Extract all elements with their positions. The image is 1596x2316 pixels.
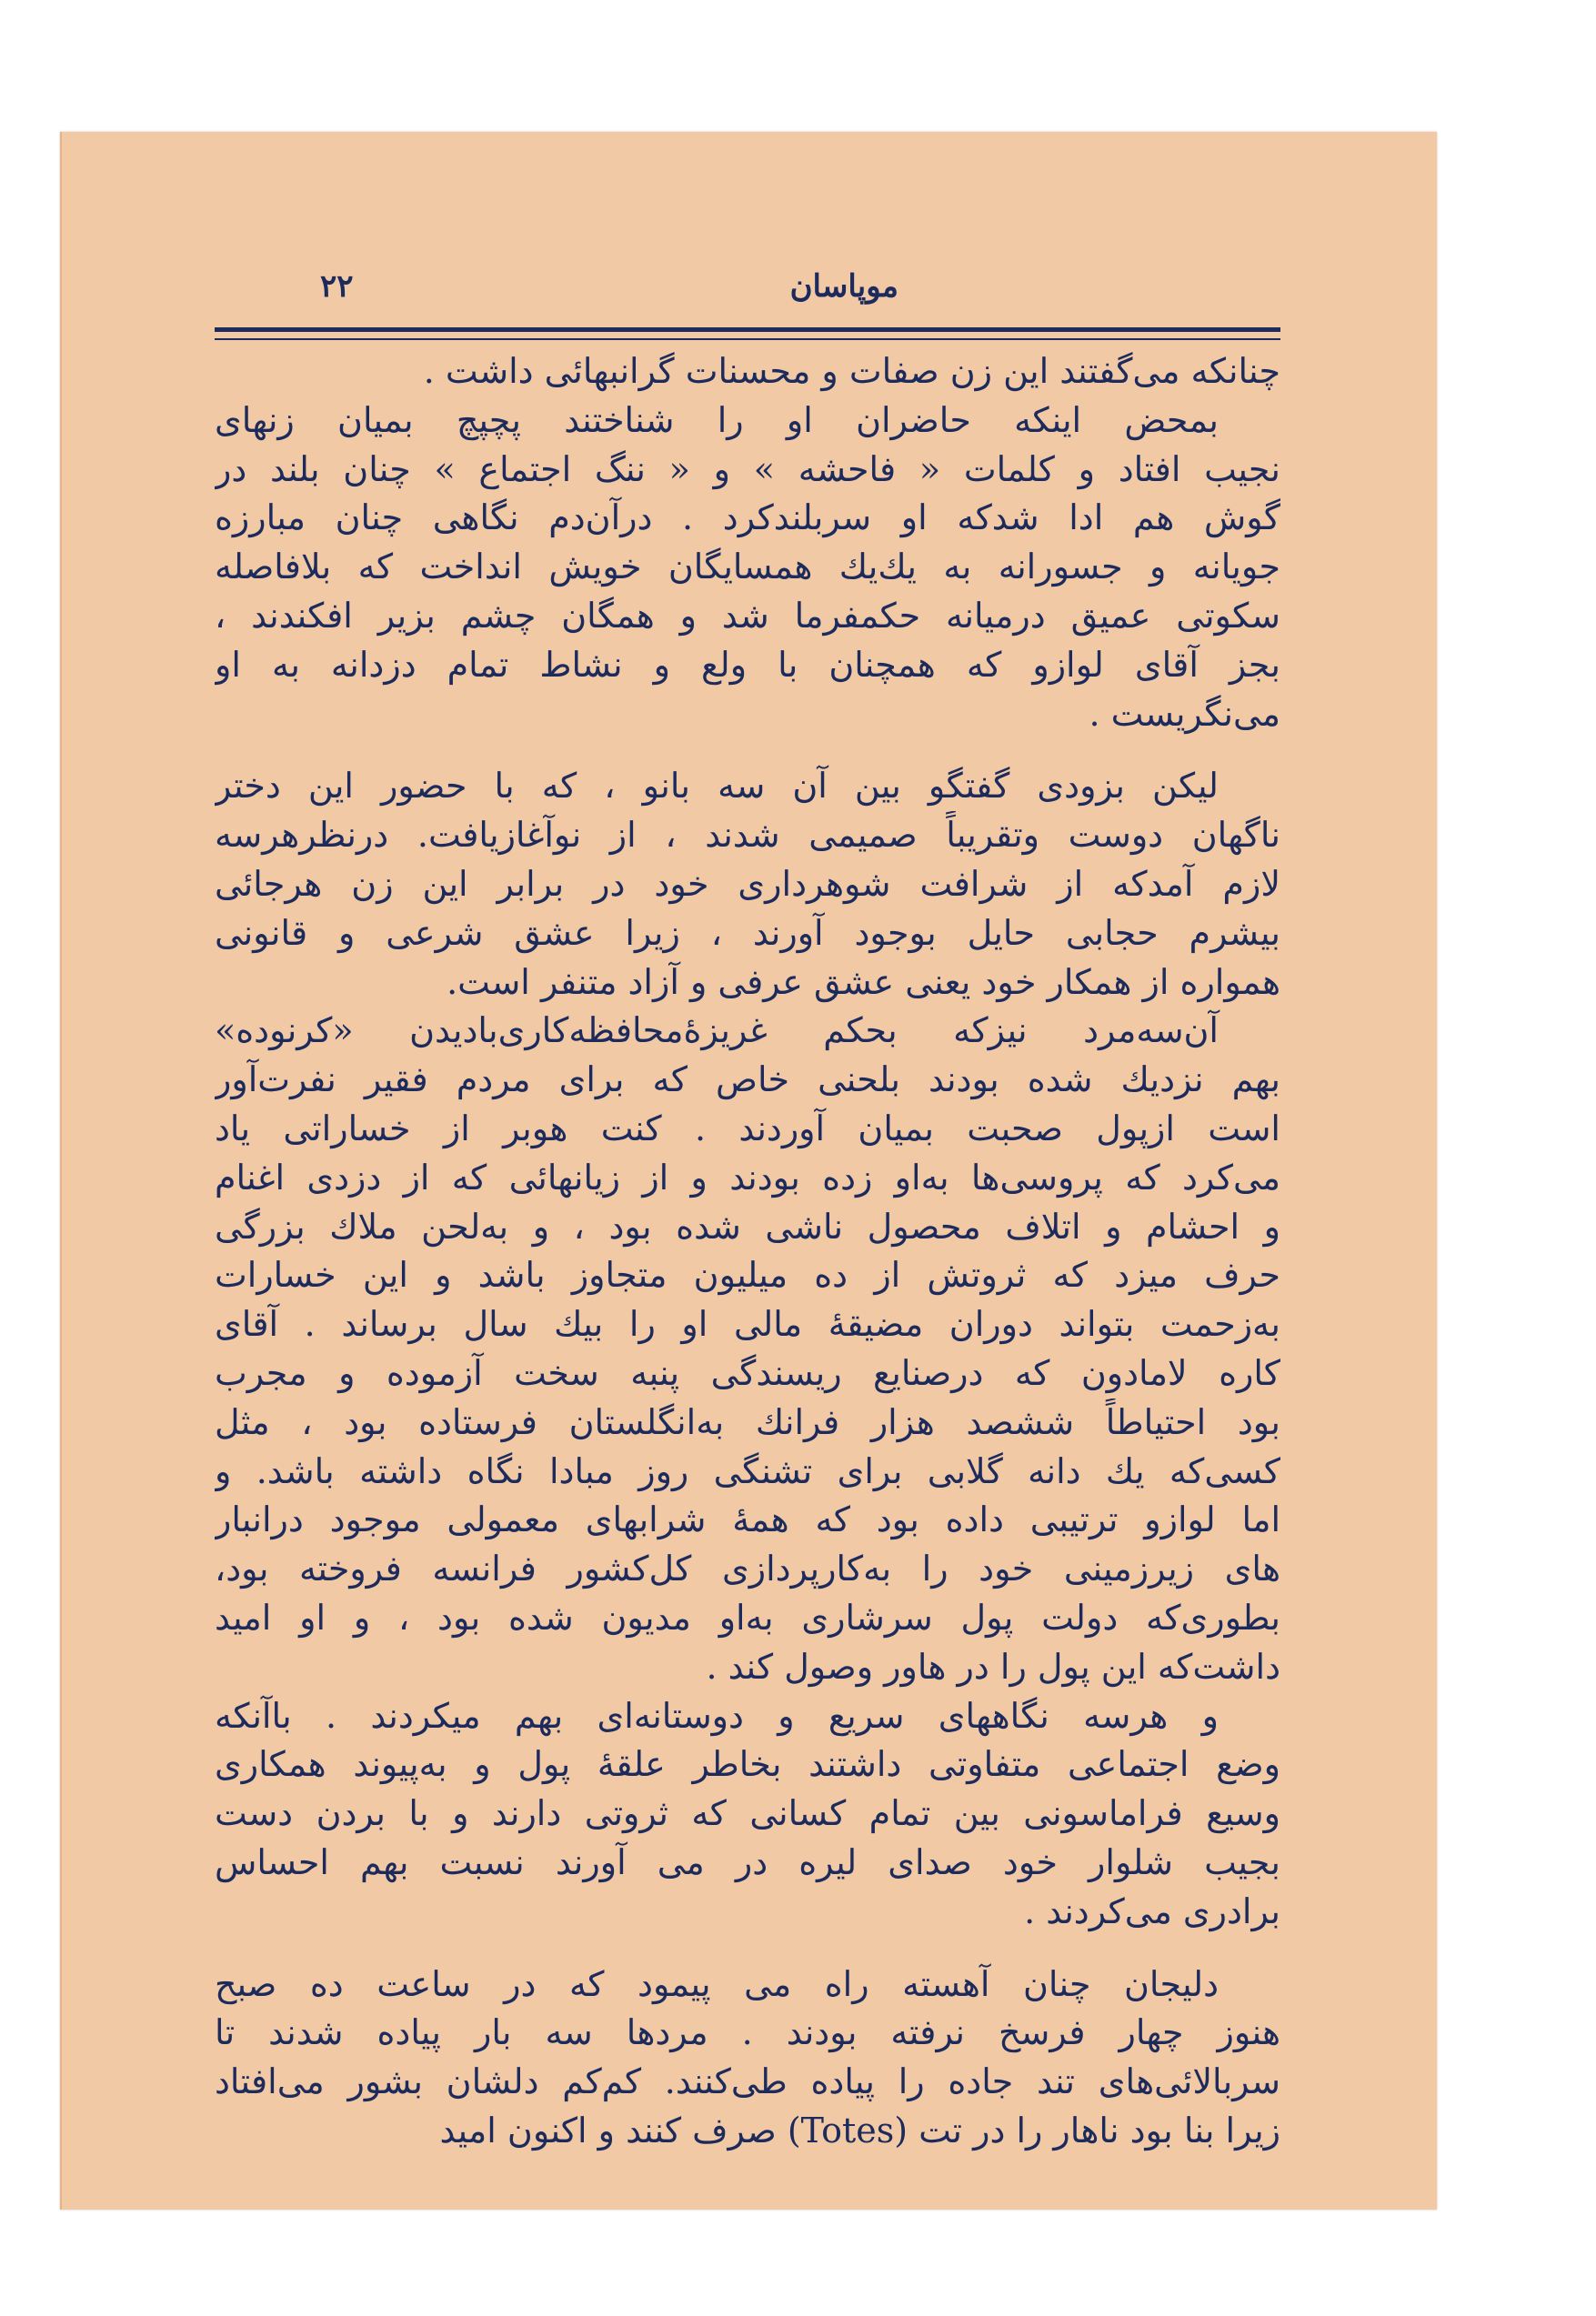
paragraph: [215, 347, 1280, 396]
paragraph-gap: [215, 1937, 1280, 1960]
text-line: بیشرم حجابی حایل بوجود آورند ، زیرا عشق شرعی و قانونی: [215, 912, 1280, 953]
text-line: و هرسه نگاههای سریع و دوستانه‌ای بهم میکردند . باآنکه: [215, 1695, 1219, 1736]
text-line: و احشام و اتلاف محصول ناشی شده بود ، و به‌لحن ملاك بزرگی: [215, 1206, 1280, 1247]
text-line: های زیرزمینی خود را به‌کارپردازی کل‌کشور فرانسه فروخته بود،: [215, 1549, 1280, 1589]
page-header: [215, 268, 1280, 323]
paragraph: [215, 1007, 1280, 1691]
text-line: چنانکه می‌گفتند این زن صفات و محسنات گرانبهائی داشت .: [423, 351, 1280, 391]
text-line: گوش هم ادا شدکه او سربلندکرد . درآن‌دم نگاهی چنان مبارزه: [215, 497, 1280, 538]
text-line: حرف میزد که ثروتش از ده میلیون متجاوز باشد و این خسارات: [215, 1255, 1280, 1296]
text-line: هنوز چهار فرسخ نرفته بودند . مردها سه بار پیاده شدند تا: [215, 2012, 1280, 2053]
text-line: همواره از همکار خود یعنی عشق عرفی و آزاد متنفر است.: [447, 961, 1280, 1002]
text-line: زیرا بنا بود ناهار را در تت (Totes) صرف کنند و اکنون امید: [439, 2110, 1280, 2151]
text-line: می‌کرد که پروسی‌ها به‌او زده بودند و از زیانهائی که از دزدی اغنام: [215, 1157, 1280, 1198]
text-line: به‌زحمت بتواند دوران مضیقهٔ مالی او را بیك سال برساند . آقای: [215, 1304, 1280, 1345]
text-line: بطوری‌که دولت پول سرشاری به‌او مدیون شده بود ، و او امید: [215, 1597, 1280, 1638]
text-line: بجیب شلوار خود صدای لیره در می آورند نسبت بهم احساس: [215, 1841, 1280, 1882]
text-line: وسیع فراماسونی بین تمام کسانی که ثروتی دارند و با بردن دست: [215, 1793, 1280, 1834]
paragraph: [215, 1692, 1280, 1937]
text-line: بهم نزدیك شده بودند بلحنی خاص که برای مردم فقیر نفرت‌آور: [215, 1059, 1280, 1100]
text-line: سکوتی عمیق درمیانه حکمفرما شد و همگان چشم بزیر افکندند ،: [215, 595, 1280, 636]
text-line: داشت‌که این پول را در هاور وصول کند .: [706, 1646, 1280, 1687]
header-rule-thick: [215, 327, 1280, 332]
page-number: ۲۲: [320, 268, 354, 305]
text-line: می‌نگریست .: [1089, 693, 1280, 734]
text-line: لیکن بزودی گفتگو بین آن سه بانو ، که با حضور این دختر: [215, 766, 1219, 807]
text-line: برادری می‌کردند .: [1024, 1890, 1280, 1931]
text-line: سربالائی‌های تند جاده را پیاده طی‌کنند. کم‌کم دلشان بشور می‌افتاد: [215, 2061, 1280, 2102]
text-line: بمحض اینکه حاضران او را شناختند پچپچ بمیان زنهای: [215, 399, 1219, 440]
text-line: کاره لامادون که درصنایع ریسندگی پنبه سخت آزموده و مجرب: [215, 1352, 1280, 1393]
text-line: لازم آمدکه از شرافت شوهرداری خود در برابر این زن هرجائی: [215, 863, 1280, 904]
text-line: است ازپول صحبت بمیان آوردند . کنت هوبر از خساراتی یاد: [215, 1108, 1280, 1148]
paragraph: [215, 1960, 1280, 2156]
text-line: دلیجان چنان آهسته راه می پیمود که در ساعت ده صبح: [215, 1963, 1219, 2004]
text-line: آن‌سه‌مرد نیزکه بحکم غریزهٔ‌محافظه‌کاری‌بادیدن «کرنوده»: [215, 1010, 1219, 1051]
text-line: نجیب افتاد و کلمات « فاحشه » و « ننگ اجتماع » چنان بلند در: [215, 448, 1280, 489]
paragraph: [215, 396, 1280, 739]
body-text: [215, 347, 1280, 2156]
text-line: بجز آقای لوازو که همچنان با ولع و نشاط تمام دزدانه به او: [215, 644, 1280, 685]
text-line: اما لوازو ترتیبی داده بود که همهٔ شرابهای معمولی موجود درانبار: [215, 1499, 1280, 1540]
text-line: وضع اجتماعی متفاوتی داشتند بخاطر علقهٔ پول و به‌پیوند همکاری: [215, 1744, 1280, 1785]
paragraph-gap: [215, 738, 1280, 762]
text-line: جویانه و جسورانه به یك‌یك همسایگان خویش انداخت که بلافاصله: [215, 546, 1280, 587]
running-title: موپاسان: [789, 268, 898, 305]
text-line: بود احتیاطاً ششصد هزار فرانك به‌انگلستان فرستاده بود ، مثل: [215, 1401, 1280, 1442]
text-line: کسی‌که یك دانه گلابی برای تشنگی روز مبادا نگاه داشته باشد. و: [215, 1450, 1280, 1491]
text-line: ناگهان دوست وتقریباً صمیمی شدند ، از نوآغازیافت. درنظرهرسه: [215, 815, 1280, 856]
paragraph: [215, 762, 1280, 1007]
header-rule-thin: [215, 338, 1280, 340]
